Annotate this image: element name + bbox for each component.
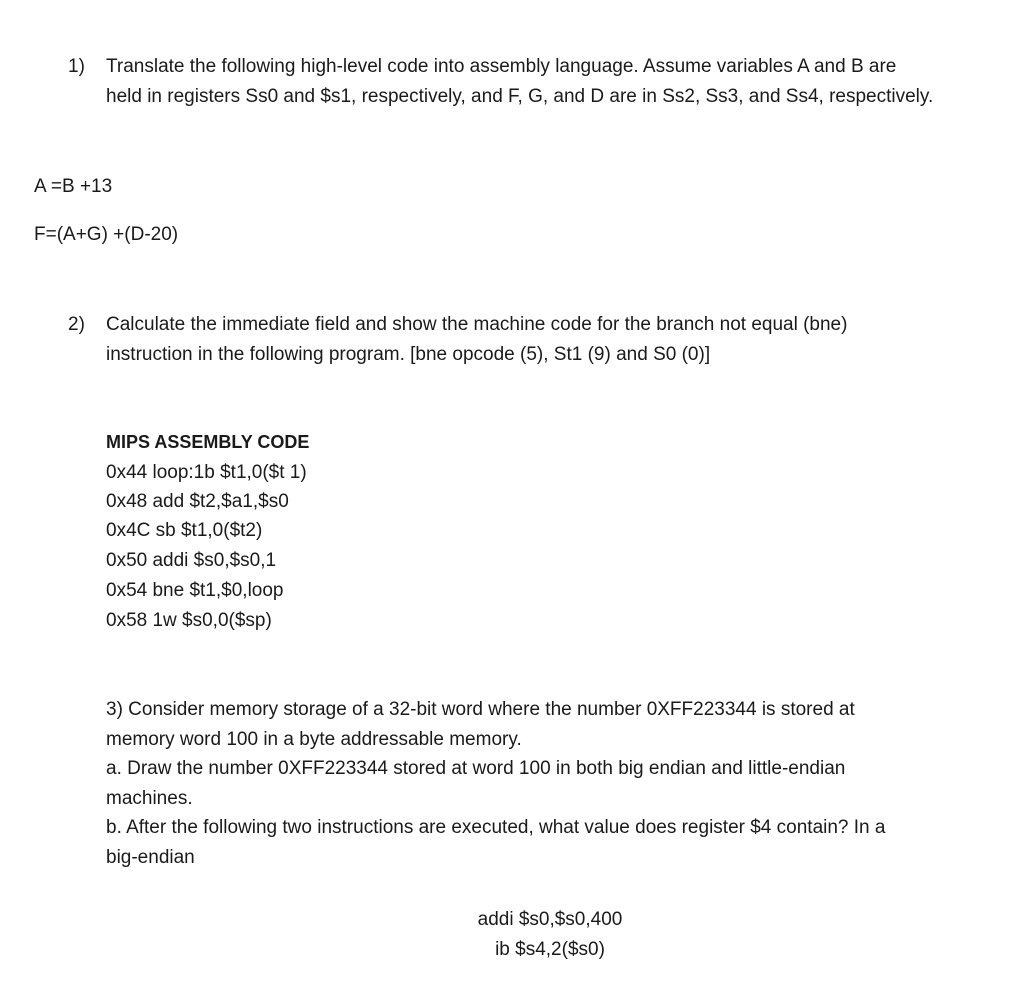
q2-text-line-2: instruction in the following program. [bne opcode (5), St1 (9) and S0 (0)] [106,344,711,365]
q3-text-line-6: big-endian [106,847,195,868]
q3-instruction-1: addi $s0,$s0,400 [477,909,623,930]
code-line: 0x50 addi $s0,$s0,1 [106,550,277,571]
q2-text-line-1: Calculate the immediate field and show the machine code for the branch not equal (bne) [106,314,848,335]
q3-text-line-1: 3) Consider memory storage of a 32-bit word where the number 0XFF223344 is stored at [106,699,855,720]
code-line: 0x58 1w $s0,0($sp) [106,610,272,631]
q2-number: 2) [68,314,85,335]
q3-instruction-2: ib $s4,2($s0) [495,939,605,960]
q1-number: 1) [68,56,85,77]
code-title: MIPS ASSEMBLY CODE [106,432,310,452]
q3-text-line-5: b. After the following two instructions are executed, what value does register $4 contain? In a [106,817,886,838]
q1-equation-2: F=(A+G) +(D-20) [34,224,179,245]
q3-text-line-4: machines. [106,788,193,809]
code-line: 0x54 bne $t1,$0,loop [106,580,284,601]
q3-instructions [400,905,700,965]
code-line: 0x48 add $t2,$a1,$s0 [106,491,289,512]
q3-text-line-2: memory word 100 in a byte addressable memory. [106,729,522,750]
q1-text-line-1: Translate the following high-level code into assembly language. Assume variables A and B are [106,56,897,77]
q1-text-line-2: held in registers Ss0 and $s1, respectively, and F, G, and D are in Ss2, Ss3, and Ss4, respectively. [106,86,934,107]
q1-equation-1: A =B +13 [34,176,113,197]
q3-text-line-3: a. Draw the number 0XFF223344 stored at word 100 in both big endian and little-endian [106,758,846,779]
code-line: 0x44 loop:1b $t1,0($t 1) [106,462,307,483]
code-line: 0x4C sb $t1,0($t2) [106,520,263,541]
